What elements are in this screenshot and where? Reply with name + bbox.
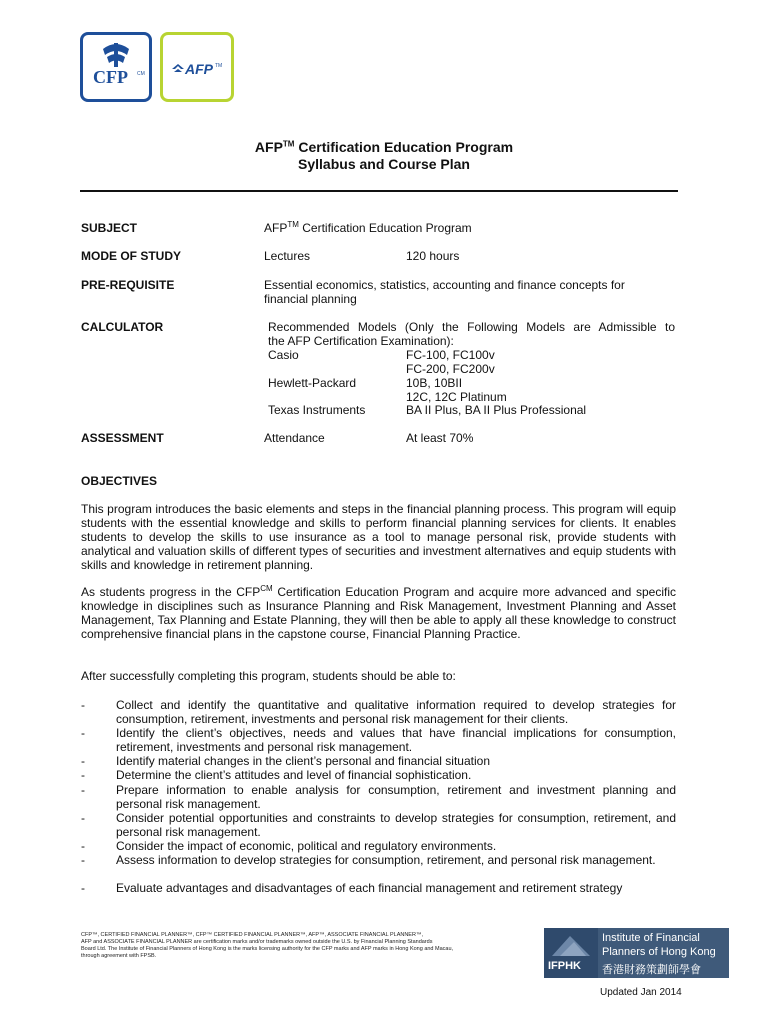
- calc-model: FC-100, FC100v: [406, 348, 495, 362]
- bullet-dash: -: [81, 754, 85, 768]
- calc-model: BA II Plus, BA II Plus Professional: [406, 403, 587, 417]
- calc-model: 10B, 10BII: [406, 376, 463, 390]
- objectives-paragraph-3: After successfully completing this program, students should be able to:: [81, 669, 456, 683]
- para2-prefix: As students progress in the CFP: [81, 585, 261, 599]
- mode-value: Lectures: [264, 249, 311, 263]
- list-item: Consider potential opportunities and constraints to develop strategies for consumption, retirement, and personal risk management.: [116, 811, 676, 839]
- list-item: Identify the client’s objectives, needs and values that have financial implications for consumption, retirement, investments and personal risk management.: [116, 726, 676, 754]
- ifphk-abbr: IFPHK: [548, 960, 581, 972]
- subject-value: [264, 221, 472, 235]
- assessment-label: ASSESSMENT: [81, 431, 164, 445]
- footer-trademark-line1: CFP™, CERTIFIED FINANCIAL PLANNER™, CFP™ CERTIFIED FINANCIAL PLANNER™, AFP™, ASSOCIATE FINANCIAL PLANNER™,: [81, 932, 423, 938]
- calc-brand-hp: Hewlett-Packard: [268, 376, 357, 390]
- ifphk-emblem-icon: [550, 932, 592, 958]
- objectives-paragraph-2: [81, 585, 676, 641]
- calculator-label: CALCULATOR: [81, 320, 164, 334]
- assessment-detail: At least 70%: [406, 431, 474, 445]
- subject-value-sup: TM: [287, 220, 299, 229]
- calc-brand-casio: Casio: [268, 348, 299, 362]
- cfp-logo-mark: CM: [137, 71, 145, 77]
- subject-value-suffix: Certification Education Program: [298, 221, 472, 235]
- afp-emblem-icon: [171, 63, 185, 75]
- footer-trademark-line3: Board Ltd. The Institute of Financial Planners of Hong Kong is the marks licensing authority for the CFP marks and AFP marks in Hong Kong and Macau,: [81, 946, 454, 952]
- list-item: Consider the impact of economic, political and regulatory environments.: [116, 839, 497, 853]
- footer-trademark-line4: through agreement with FPSB.: [81, 953, 157, 959]
- prereq-line2: financial planning: [264, 292, 357, 306]
- footer-trademark-line2: AFP and ASSOCIATE FINANCIAL PLANNER are certification marks and/or trademarks owned outside the U.S. by Financial Planning Standards: [81, 939, 433, 945]
- mode-hours: 120 hours: [406, 249, 460, 263]
- subject-value-prefix: AFP: [264, 221, 288, 235]
- title-divider: [80, 190, 678, 192]
- list-item: Assess information to develop strategies for consumption, retirement, and personal risk management.: [116, 853, 656, 867]
- ifphk-mark: [544, 928, 598, 978]
- bullet-dash: -: [81, 698, 85, 712]
- ifphk-logo: [544, 928, 729, 978]
- title-sup: TM: [282, 139, 295, 149]
- calc-model: FC-200, FC200v: [406, 362, 495, 376]
- objectives-heading: OBJECTIVES: [81, 474, 158, 488]
- bullet-dash: -: [81, 783, 85, 797]
- list-item: Prepare information to enable analysis for consumption, retirement and investment planning and personal risk management.: [116, 783, 676, 811]
- cfp-logo: [80, 32, 152, 102]
- page-title-line2: Syllabus and Course Plan: [298, 156, 470, 172]
- para2-suffix: Certification Education Program and acquire more advanced and specific knowledge in disciplines such as Insurance Planning and Risk Management, Investment Planning and Asset Management, Tax Planning and Estate Planning, they will then be able to apply all these knowledge to construct comprehensive financial plans in the capstone course, Financial Planning Practice.: [81, 585, 676, 641]
- list-item: Determine the client’s attitudes and level of financial sophistication.: [116, 768, 472, 782]
- para2-sup: CM: [260, 584, 273, 593]
- bullet-dash: -: [81, 839, 85, 853]
- title-prefix: AFP: [254, 139, 283, 155]
- afp-logo-mark: TM: [215, 63, 223, 69]
- bullet-dash: -: [81, 811, 85, 825]
- prereq-label: PRE-REQUISITE: [81, 278, 175, 292]
- ifphk-name-line2: Planners of Hong Kong: [602, 946, 716, 958]
- title-suffix: Certification Education Program: [294, 139, 514, 155]
- list-item: Evaluate advantages and disadvantages of each financial management and retirement strategy: [116, 881, 623, 895]
- list-item: Collect and identify the quantitative and qualitative information required to develop strategies for consumption, retirement, investments and personal risk management for their clients.: [116, 698, 676, 726]
- subject-label: SUBJECT: [81, 221, 138, 235]
- calculator-line2: the AFP Certification Examination):: [268, 334, 454, 348]
- ifphk-chinese-name: 香港財務策劃師學會: [602, 963, 701, 976]
- afp-logo: [160, 32, 234, 102]
- assessment-value: Attendance: [264, 431, 325, 445]
- page-title-line1: [0, 139, 768, 155]
- list-item: Identify material changes in the client’s personal and financial situation: [116, 754, 491, 768]
- calc-model: 12C, 12C Platinum: [406, 390, 507, 404]
- calculator-line1: Recommended Models (Only the Following Models are Admissible to: [268, 320, 675, 334]
- objectives-paragraph-1: This program introduces the basic elements and steps in the financial planning process. This program will equip students with the essential knowledge and skills to perform financial planning services for clients. It enables students to develop the skills to use insurance as a tool to manage personal risk, provide students with analytical and valuation skills of different types of securities and investment alternatives and equip students with skills and knowledge in retirement planning.: [81, 502, 676, 572]
- bullet-dash: -: [81, 881, 85, 895]
- bullet-dash: -: [81, 853, 85, 867]
- ifphk-name-line1: Institute of Financial: [602, 932, 700, 944]
- mode-label: MODE OF STUDY: [81, 249, 182, 263]
- cfp-logo-text: CFP: [93, 67, 128, 87]
- bullet-dash: -: [81, 726, 85, 740]
- bullet-dash: -: [81, 768, 85, 782]
- calc-brand-ti: Texas Instruments: [268, 403, 366, 417]
- afp-logo-text: AFP: [185, 61, 213, 77]
- prereq-line1: Essential economics, statistics, accounting and finance concepts for: [264, 278, 625, 292]
- updated-date: Updated Jan 2014: [600, 987, 682, 998]
